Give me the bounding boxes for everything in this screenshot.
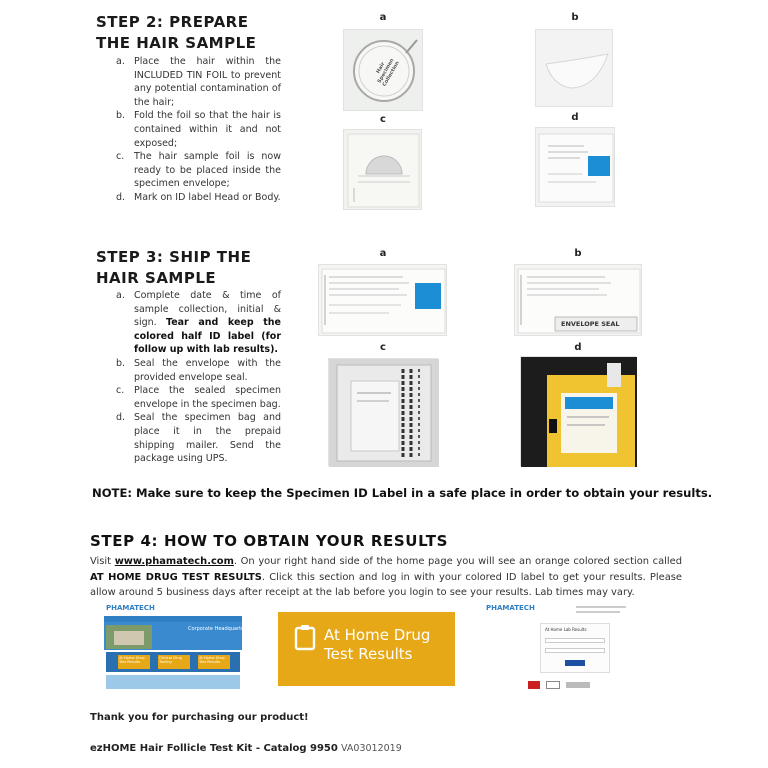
- step3-photo-label-d: d: [574, 342, 582, 353]
- cta-line-2: Test Results: [324, 645, 413, 663]
- step3-item-a-bold: Tear and keep the colored half ID label (for follow up with lab results).: [134, 317, 281, 356]
- step2-photo-label-d: d: [571, 112, 579, 123]
- step4-text-2: . Click this section and log in with your colored ID label to get your results. Please allow around 5 business days after receipt at the lab before you login to see your results. Lab times may vary.: [90, 571, 682, 598]
- login-id-field[interactable]: [545, 638, 605, 643]
- step4-visit-text: Visit: [90, 556, 115, 567]
- step2-item-a-text: Place the hair within the INCLUDED TIN FOIL to prevent any potential contamination of the hair;: [134, 56, 281, 108]
- login-title: At Home Lab Results: [545, 627, 587, 632]
- step2-item-a-marker: a.: [116, 56, 125, 67]
- step3-photo-sealed-envelope: [514, 264, 642, 336]
- results-login-screenshot: [484, 603, 634, 693]
- step2-item-c-text: The hair sample foil is now ready to be placed inside the specimen envelope;: [134, 151, 281, 190]
- step2-photo-envelope: [343, 129, 422, 210]
- step4-text-1: . On your right hand side of the home page you will see an orange colored section called: [233, 556, 682, 567]
- homepage-box-1: At Home Drug Test Results: [118, 655, 150, 669]
- foil-card-text: Hair Specimen Collection: [375, 57, 401, 88]
- step3-item-c-marker: c.: [116, 385, 125, 397]
- step3-photo-shipping-mailer: [520, 356, 636, 466]
- folded-foil-image: [536, 30, 614, 108]
- step3-item-a: [116, 289, 281, 357]
- envelope-image: [344, 130, 423, 211]
- login-submit-button[interactable]: [565, 660, 585, 666]
- shipping-mailer-image: [521, 357, 637, 467]
- envelope-seal-text: ENVELOPE SEAL: [561, 320, 620, 328]
- step4-instructions: [90, 554, 682, 601]
- step3-item-d-text: Seal the specimen bag and place it in the prepaid shipping mailer. Send the package using UPS.: [134, 412, 281, 465]
- step3-photo-label-b: b: [574, 248, 582, 259]
- hero-banner-text: Corporate Headquarters: [188, 626, 249, 632]
- specimen-bag-image: [329, 359, 439, 467]
- step2-item-c: [116, 150, 281, 191]
- homepage-hero: [104, 622, 249, 650]
- step3-item-c-text: Place the sealed specimen envelope in the specimen bag.: [134, 385, 281, 410]
- homepage-footer-strip: [106, 675, 240, 689]
- login-form: [540, 623, 610, 673]
- step2-title-line1: STEP 2: PREPARE: [96, 13, 249, 31]
- step2-item-d-marker: d.: [116, 191, 126, 203]
- step2-item-b: [116, 109, 281, 150]
- step3-photo-label-c: c: [380, 342, 386, 353]
- labeled-envelope-image: [536, 128, 616, 208]
- step2-photo-label-a: a: [379, 12, 387, 23]
- step3-item-b-marker: b.: [116, 357, 126, 369]
- login-brand: PHAMATECH: [486, 604, 535, 612]
- cta-text: [324, 626, 430, 664]
- footer-version: VA03012019: [341, 743, 402, 754]
- website-homepage-screenshot: [104, 603, 249, 689]
- step2-item-b-marker: b.: [116, 110, 126, 122]
- login-password-field[interactable]: [545, 648, 605, 653]
- specimen-label-note: NOTE: Make sure to keep the Specimen ID Label in a safe place in order to obtain your results.: [92, 486, 713, 500]
- step3-item-c: [116, 384, 281, 411]
- step3-item-b: [116, 357, 281, 384]
- homepage-brand: PHAMATECH: [106, 604, 155, 612]
- thank-you-message: Thank you for purchasing our product!: [90, 712, 309, 723]
- accreditation-logo: [566, 682, 590, 688]
- step2-item-a: [116, 55, 281, 109]
- footer-product: ezHOME Hair Follicle Test Kit - Catalog 9950: [90, 743, 338, 754]
- cap-logo: [528, 681, 540, 689]
- step2-photo-label-c: c: [380, 114, 386, 125]
- step2-item-b-text: Fold the foil so that the hair is contained within it and not exposed;: [134, 110, 281, 149]
- clipboard-icon: [294, 624, 316, 650]
- step3-photo-specimen-bag: [328, 358, 438, 466]
- step3-item-a-marker: a.: [116, 290, 125, 301]
- step3-item-d-marker: d.: [116, 412, 126, 424]
- step2-photo-label-b: b: [571, 12, 579, 23]
- step2-photo-labeled-envelope: [535, 127, 615, 207]
- completed-envelope-image: [319, 265, 448, 337]
- at-home-results-button[interactable]: [278, 612, 455, 686]
- step2-item-d-text: Mark on ID label Head or Body.: [134, 191, 281, 203]
- step3-item-a-text: Complete date & time of sample collection, initial & sign.: [134, 290, 281, 329]
- cta-line-1: At Home Drug: [324, 626, 431, 644]
- homepage-box-3: At Home Drug Test Results: [198, 655, 230, 669]
- step2-item-c-marker: c.: [116, 151, 125, 163]
- step2-item-d: [116, 191, 281, 205]
- step3-title-line2: HAIR SAMPLE: [96, 269, 217, 287]
- step3-instructions: [116, 289, 281, 466]
- step3-item-b-text: Seal the envelope with the provided envelope seal.: [134, 357, 281, 383]
- step3-photo-completed-envelope: [318, 264, 447, 336]
- step2-photo-folded-foil: [535, 29, 613, 107]
- clia-logo: [546, 681, 560, 689]
- homepage-box-2: Clinical Drug Testing: [158, 655, 190, 669]
- hero-building-image: [106, 625, 152, 649]
- step3-title: [96, 247, 251, 289]
- step3-item-d: [116, 411, 281, 465]
- homepage-service-strip: [106, 652, 240, 672]
- step2-photo-foil-disc: [343, 29, 423, 111]
- step4-highlight: AT HOME DRUG TEST RESULTS: [90, 571, 262, 583]
- step3-title-line1: STEP 3: SHIP THE: [96, 248, 252, 266]
- step2-instructions: [116, 55, 281, 205]
- step3-photo-label-a: a: [379, 248, 387, 259]
- phamatech-link[interactable]: www.phamatech.com: [114, 556, 234, 567]
- step2-title-line2: THE HAIR SAMPLE: [96, 34, 257, 52]
- page-footer: [90, 743, 402, 754]
- step4-title: STEP 4: HOW TO OBTAIN YOUR RESULTS: [90, 532, 448, 550]
- step2-title: [96, 12, 256, 54]
